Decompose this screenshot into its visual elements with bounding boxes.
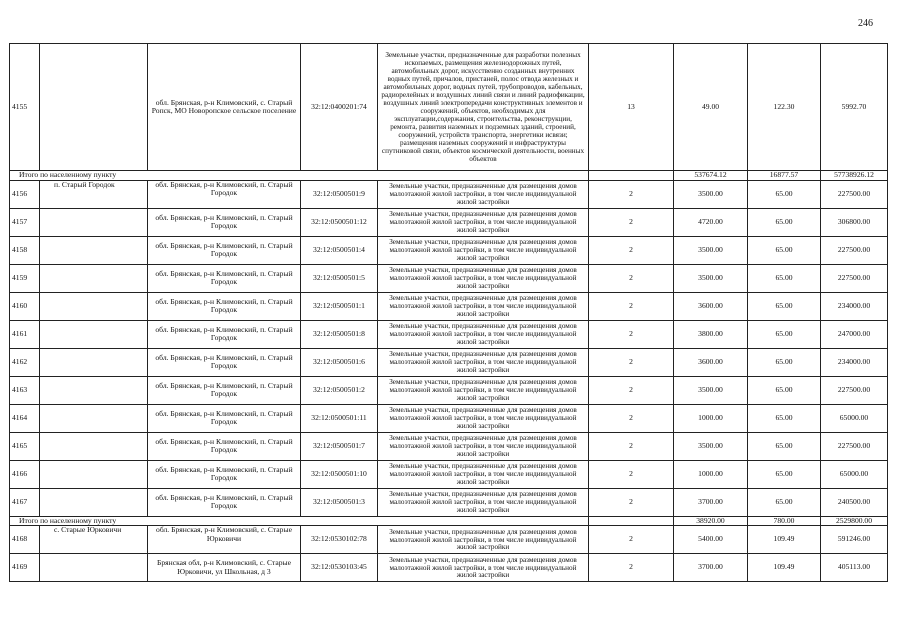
cadastral-value-cell: 234000.00: [821, 292, 888, 320]
cadastral-value-cell: 591246.00: [821, 526, 888, 554]
address-cell: обл. Брянская, р-н Климовский, п. Старый Городок: [148, 376, 301, 404]
permitted-use-cell: Земельные участки, предназначенные для размещения домов малоэтажной жилой застройки, в том числе индивидуальной жилой застройки: [378, 488, 589, 516]
row-number: 4161: [10, 320, 40, 348]
cadastral-value-cell: 240500.00: [821, 488, 888, 516]
cadastral-value-cell: 247000.00: [821, 320, 888, 348]
group-code-cell: 2: [589, 348, 674, 376]
cadastral-number-cell: 32:12:0500501:8: [301, 320, 378, 348]
row-number: 4169: [10, 554, 40, 582]
group-code-cell: 2: [589, 460, 674, 488]
cadastral-value-cell: 5992.70: [821, 44, 888, 171]
rate-cell: 109.49: [748, 554, 821, 582]
address-cell: обл. Брянская, р-н Климовский, п. Старый Городок: [148, 460, 301, 488]
place-cell-empty: [40, 292, 148, 320]
total-empty-cell: [589, 516, 674, 526]
cadastral-value-cell: 306800.00: [821, 208, 888, 236]
place-cell-empty: [40, 320, 148, 348]
row-number: 4168: [10, 526, 40, 554]
cadastral-number-cell: 32:12:0530102:78: [301, 526, 378, 554]
address-cell: обл. Брянская, р-н Климовский, п. Старый Городок: [148, 180, 301, 208]
permitted-use-cell: Земельные участки, предназначенные для разработки полезных ископаемых, размещения железнодорожных путей, автомобильных дорог, искусственно созданных внутренних водных путей, причалов, пристаней, полос отвода железных и автомобильных дорог, водных путей, трубопроводов, кабельных, радиорелейных и воздушных линий связи и линий радиофикации, воздушных линий электропередачи конструктивных элементов и сооружений, объектов, необходимых для эксплуатации,содержания, строительства, реконструкции, ремонта, развития наземных и подземных зданий, строений, сооружений, устройств транспорта, энергетики исвязи; размещения наземных сооружений и инфраструктуры спутниковой связи, объектов космической деятельности, военных объектов: [378, 44, 589, 171]
row-number: 4157: [10, 208, 40, 236]
total-row-2: [10, 516, 888, 526]
permitted-use-cell: Земельные участки, предназначенные для размещения домов малоэтажной жилой застройки, в том числе индивидуальной жилой застройки: [378, 292, 589, 320]
rate-cell: 109.49: [748, 526, 821, 554]
permitted-use-cell: Земельные участки, предназначенные для размещения домов малоэтажной жилой застройки, в том числе индивидуальной жилой застройки: [378, 236, 589, 264]
place-cell-empty: [40, 432, 148, 460]
group-code-cell: 2: [589, 432, 674, 460]
cadastral-number-cell: 32:12:0500501:5: [301, 264, 378, 292]
table-row-4161: [10, 320, 888, 348]
total-row-1: [10, 171, 888, 181]
permitted-use-cell: Земельные участки, предназначенные для размещения домов малоэтажной жилой застройки, в том числе индивидуальной жилой застройки: [378, 264, 589, 292]
area-cell: 4720.00: [674, 208, 748, 236]
table-row-4162: [10, 348, 888, 376]
area-cell: 3600.00: [674, 348, 748, 376]
cadastral-number-cell: 32:12:0500501:7: [301, 432, 378, 460]
group-code-cell: 2: [589, 180, 674, 208]
cadastral-value-cell: 234000.00: [821, 348, 888, 376]
permitted-use-cell: Земельные участки, предназначенные для размещения домов малоэтажной жилой застройки, в том числе индивидуальной жилой застройки: [378, 320, 589, 348]
address-cell: обл. Брянская, р-н Климовский, п. Старый Городок: [148, 404, 301, 432]
rate-cell: 65.00: [748, 432, 821, 460]
area-cell: 1000.00: [674, 460, 748, 488]
rate-cell: 65.00: [748, 460, 821, 488]
address-cell: обл. Брянская, р-н Климовский, п. Старый Городок: [148, 208, 301, 236]
total-label: Итого по населенному пункту: [10, 516, 589, 526]
cadastral-value-cell: 227500.00: [821, 376, 888, 404]
area-cell: 3800.00: [674, 320, 748, 348]
total-empty-cell: [589, 171, 674, 181]
total-area: 537674.12: [674, 171, 748, 181]
cadastral-number-cell: 32:12:0500501:3: [301, 488, 378, 516]
row-number: 4163: [10, 376, 40, 404]
address-cell: обл. Брянская, р-н Климовский, п. Старый Городок: [148, 348, 301, 376]
rate-cell: 65.00: [748, 208, 821, 236]
table-row-4159: [10, 264, 888, 292]
area-cell: 3500.00: [674, 376, 748, 404]
permitted-use-cell: Земельные участки, предназначенные для размещения домов малоэтажной жилой застройки, в том числе индивидуальной жилой застройки: [378, 404, 589, 432]
rate-cell: 65.00: [748, 292, 821, 320]
rate-cell: 122.30: [748, 44, 821, 171]
table-row-4167: [10, 488, 888, 516]
rate-cell: 65.00: [748, 264, 821, 292]
area-cell: 3500.00: [674, 236, 748, 264]
total-area: 38920.00: [674, 516, 748, 526]
group-code-cell: 13: [589, 44, 674, 171]
settlement-name: п. Старый Городок: [40, 180, 148, 208]
table-row-4158: [10, 236, 888, 264]
address-cell: обл. Брянская, р-н Климовский, п. Старый Городок: [148, 432, 301, 460]
group-code-cell: 2: [589, 404, 674, 432]
cadastral-number-cell: 32:12:0500501:9: [301, 180, 378, 208]
cadastral-value-cell: 227500.00: [821, 432, 888, 460]
permitted-use-cell: Земельные участки, предназначенные для размещения домов малоэтажной жилой застройки, в том числе индивидуальной жилой застройки: [378, 460, 589, 488]
row-number: 4156: [10, 180, 40, 208]
cadastral-number-cell: 32:12:0530103:45: [301, 554, 378, 582]
address-cell: Брянская обл, р-н Климовский, с. Старые Юрковичи, ул Школьная, д 3: [148, 554, 301, 582]
area-cell: 49.00: [674, 44, 748, 171]
cadastral-value-cell: 227500.00: [821, 236, 888, 264]
address-cell: обл. Брянская, р-н Климовский, п. Старый Городок: [148, 264, 301, 292]
table-row-4160: [10, 292, 888, 320]
place-cell-empty: [40, 376, 148, 404]
row-number: 4164: [10, 404, 40, 432]
cadastral-number-cell: 32:12:0500501:4: [301, 236, 378, 264]
group-code-cell: 2: [589, 376, 674, 404]
total-rate: 780.00: [748, 516, 821, 526]
row-number: 4166: [10, 460, 40, 488]
cadastral-number-cell: 32:12:0500501:1: [301, 292, 378, 320]
permitted-use-cell: Земельные участки, предназначенные для размещения домов малоэтажной жилой застройки, в том числе индивидуальной жилой застройки: [378, 208, 589, 236]
settlement-name: с. Старые Юрковичи: [40, 526, 148, 554]
row-number: 4158: [10, 236, 40, 264]
group-code-cell: 2: [589, 236, 674, 264]
row-number: 4155: [10, 44, 40, 171]
permitted-use-cell: Земельные участки, предназначенные для размещения домов малоэтажной жилой застройки, в том числе индивидуальной жилой застройки: [378, 432, 589, 460]
rate-cell: 65.00: [748, 236, 821, 264]
address-cell: обл. Брянская, р-н Климовский, с. Старый Ропск, МО Новоропское сельское поселение: [148, 44, 301, 171]
table-row-4157: [10, 208, 888, 236]
place-cell-empty: [40, 44, 148, 171]
rate-cell: 65.00: [748, 404, 821, 432]
group-code-cell: 2: [589, 488, 674, 516]
address-cell: обл. Брянская, р-н Климовский, п. Старый Городок: [148, 320, 301, 348]
cadastral-number-cell: 32:12:0500501:10: [301, 460, 378, 488]
permitted-use-cell: Земельные участки, предназначенные для размещения домов малоэтажной жилой застройки, в том числе индивидуальной жилой застройки: [378, 348, 589, 376]
place-cell-empty: [40, 348, 148, 376]
rate-cell: 65.00: [748, 348, 821, 376]
place-cell-empty: [40, 236, 148, 264]
rate-cell: 65.00: [748, 488, 821, 516]
total-rate: 16877.57: [748, 171, 821, 181]
rate-cell: 65.00: [748, 320, 821, 348]
group-code-cell: 2: [589, 554, 674, 582]
cadastral-number-cell: 32:12:0400201:74: [301, 44, 378, 171]
cadastral-value-cell: 227500.00: [821, 264, 888, 292]
place-cell-empty: [40, 208, 148, 236]
permitted-use-cell: Земельные участки, предназначенные для размещения домов малоэтажной жилой застройки, в том числе индивидуальной жилой застройки: [378, 554, 589, 582]
table-row-4155: [10, 44, 888, 171]
total-label: Итого по населенному пункту: [10, 171, 589, 181]
cadastral-number-cell: 32:12:0500501:2: [301, 376, 378, 404]
area-cell: 3500.00: [674, 264, 748, 292]
table-row-4163: [10, 376, 888, 404]
place-cell-empty: [40, 460, 148, 488]
rate-cell: 65.00: [748, 180, 821, 208]
group-code-cell: 2: [589, 292, 674, 320]
row-number: 4160: [10, 292, 40, 320]
address-cell: обл. Брянская, р-н Климовский, п. Старый Городок: [148, 292, 301, 320]
place-cell-empty: [40, 264, 148, 292]
group-code-cell: 2: [589, 526, 674, 554]
page-number: 246: [858, 18, 873, 29]
land-register-table: [9, 43, 888, 582]
cadastral-value-cell: 65000.00: [821, 404, 888, 432]
total-value: 2529800.00: [821, 516, 888, 526]
table-row-4166: [10, 460, 888, 488]
place-cell-empty: [40, 404, 148, 432]
address-cell: обл. Брянская, р-н Климовский, п. Старый Городок: [148, 236, 301, 264]
area-cell: 3700.00: [674, 554, 748, 582]
cadastral-value-cell: 65000.00: [821, 460, 888, 488]
table-row-4168: [10, 526, 888, 554]
permitted-use-cell: Земельные участки, предназначенные для размещения домов малоэтажной жилой застройки, в том числе индивидуальной жилой застройки: [378, 376, 589, 404]
rate-cell: 65.00: [748, 376, 821, 404]
cadastral-number-cell: 32:12:0500501:12: [301, 208, 378, 236]
table-row-4156: [10, 180, 888, 208]
row-number: 4167: [10, 488, 40, 516]
table-row-4164: [10, 404, 888, 432]
place-cell-empty: [40, 554, 148, 582]
permitted-use-cell: Земельные участки, предназначенные для размещения домов малоэтажной жилой застройки, в том числе индивидуальной жилой застройки: [378, 180, 589, 208]
area-cell: 3700.00: [674, 488, 748, 516]
address-cell: обл. Брянская, р-н Климовский, с. Старые Юрковичи: [148, 526, 301, 554]
group-code-cell: 2: [589, 320, 674, 348]
area-cell: 3600.00: [674, 292, 748, 320]
area-cell: 5400.00: [674, 526, 748, 554]
cadastral-value-cell: 227500.00: [821, 180, 888, 208]
address-cell: обл. Брянская, р-н Климовский, п. Старый Городок: [148, 488, 301, 516]
table-row-4169: [10, 554, 888, 582]
area-cell: 3500.00: [674, 432, 748, 460]
table-row-4165: [10, 432, 888, 460]
cadastral-number-cell: 32:12:0500501:11: [301, 404, 378, 432]
area-cell: 1000.00: [674, 404, 748, 432]
row-number: 4159: [10, 264, 40, 292]
cadastral-number-cell: 32:12:0500501:6: [301, 348, 378, 376]
group-code-cell: 2: [589, 264, 674, 292]
place-cell-empty: [40, 488, 148, 516]
total-value: 57738926.12: [821, 171, 888, 181]
row-number: 4162: [10, 348, 40, 376]
group-code-cell: 2: [589, 208, 674, 236]
row-number: 4165: [10, 432, 40, 460]
area-cell: 3500.00: [674, 180, 748, 208]
permitted-use-cell: Земельные участки, предназначенные для размещения домов малоэтажной жилой застройки, в том числе индивидуальной жилой застройки: [378, 526, 589, 554]
cadastral-value-cell: 405113.00: [821, 554, 888, 582]
